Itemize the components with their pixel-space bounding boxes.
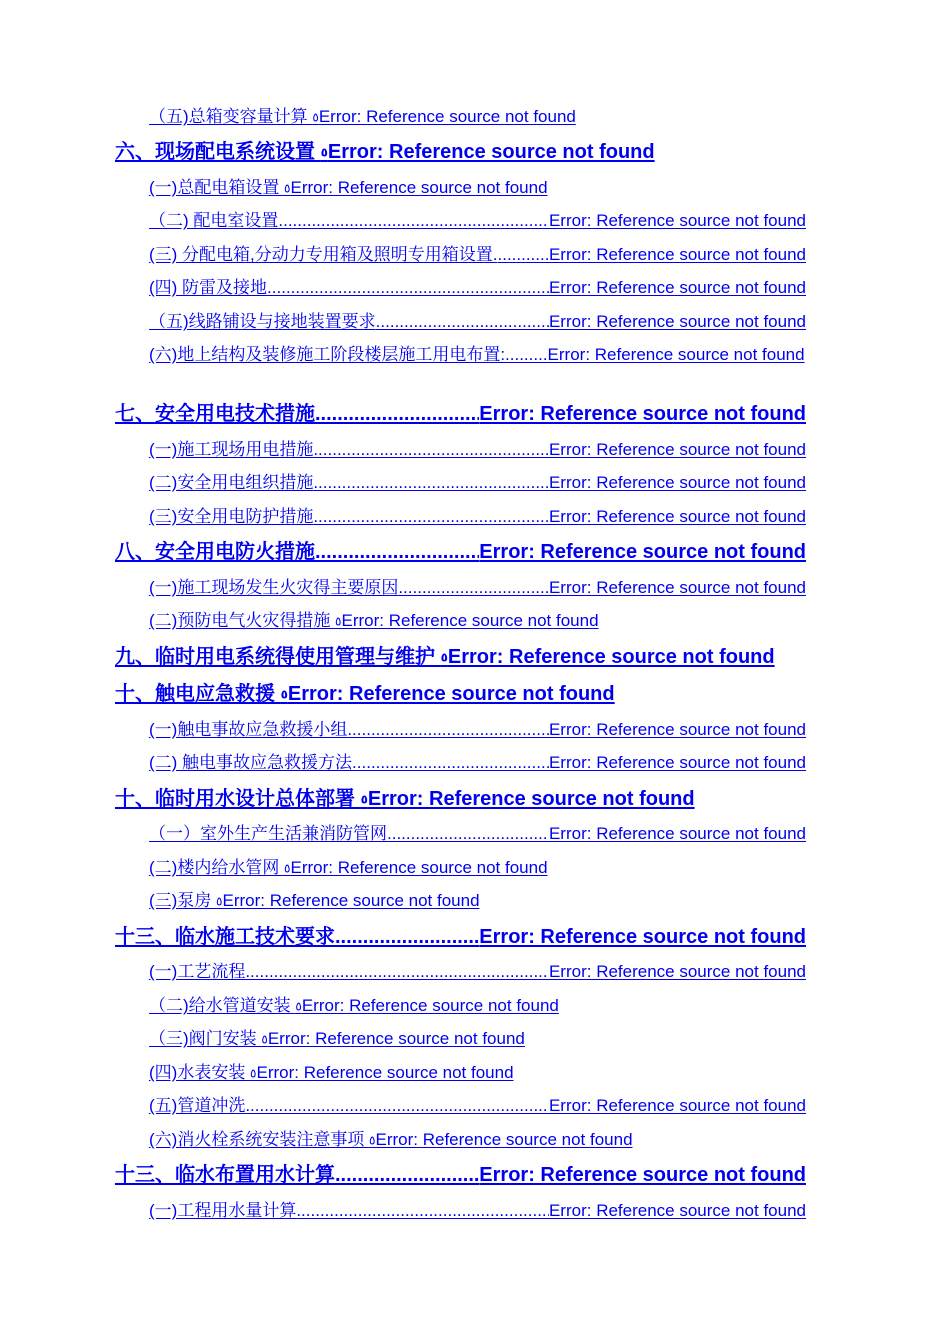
mark-glyph: ٥ [335,614,342,629]
toc-entry-12-4[interactable] [149,1063,514,1084]
dot-leader [335,925,479,949]
dot-leader [387,824,549,844]
toc-entry-12-6[interactable] [149,1130,633,1151]
mark-glyph: ٥ [216,894,223,909]
mark-glyph: ٥ [440,650,448,665]
toc-entry-6-1[interactable] [149,178,548,199]
toc-page-ref: Error: Reference source not found [290,178,548,197]
toc-entry-title: 十、触电应急救援 [115,683,281,705]
toc-page-ref: Error: Reference source not found [548,578,806,597]
mark-glyph: ٥ [360,792,368,807]
dot-leader [352,753,549,773]
mark-glyph: ٥ [261,1032,268,1047]
toc-page-ref: Error: Reference source not found [267,1029,525,1048]
toc-page-ref: Error: Reference source not found [548,753,806,772]
toc-entry-11-1[interactable] [149,824,806,844]
mark-glyph: ٥ [369,1133,376,1148]
toc-page-ref: Error: Reference source not found [548,473,806,492]
toc-heading-9[interactable] [115,645,775,670]
toc-page-ref: Error: Reference source not found [375,1130,633,1149]
toc-heading-12[interactable] [115,925,806,949]
dot-leader [313,440,549,460]
toc-page-ref: Error: Reference source not found [548,962,806,981]
dot-leader [315,402,479,426]
dot-leader [347,720,549,740]
toc-entry-title: (一)工艺流程 [149,962,246,981]
toc-entry-6-4[interactable] [149,278,806,298]
toc-entry-title: (一)施工现场发生火灾得主要原因 [149,578,399,597]
dot-leader [267,278,549,298]
toc-page-ref: Error: Reference source not found [548,278,806,297]
toc-entry-12-1[interactable] [149,962,806,982]
mark-glyph: ٥ [320,145,328,160]
dot-leader [245,962,549,982]
toc-page-ref: Error: Reference source not found [548,440,806,459]
toc-entry-title: 八、安全用电防火措施 [115,541,315,563]
toc-heading-8[interactable] [115,540,806,564]
toc-entry-title: 十三、临水布置用水计算 [115,1164,335,1186]
toc-entry-title: 七、安全用电技术措施 [115,403,315,425]
toc-entry-8-2[interactable] [149,611,599,632]
toc-page-ref: Error: Reference source not found [479,1164,806,1186]
toc-heading-11[interactable] [115,787,695,812]
mark-glyph: ٥ [280,687,288,702]
toc-page-ref: Error: Reference source not found [548,507,806,526]
toc-entry-12-3[interactable] [149,1029,525,1050]
toc-page-ref: Error: Reference source not found [479,541,806,563]
toc-page-ref: Error: Reference source not found [548,312,806,331]
toc-entry-title: (三)泵房 [149,891,217,910]
toc-page-ref: Error: Reference source not found [479,926,806,948]
toc-entry-title: (三) 分配电箱,分动力专用箱及照明专用箱设置. [149,245,498,264]
toc-entry-11-2[interactable] [149,858,548,879]
toc-entry-title: (四)水表安装 [149,1063,251,1082]
toc-entry-12-5[interactable] [149,1096,806,1116]
toc-entry-6-3[interactable] [149,245,806,265]
toc-entry-title: （三)阀门安装 [149,1029,262,1048]
toc-entry-11-3[interactable] [149,891,480,912]
toc-entry-title: (二) 触电事故应急救援方法 [149,753,353,772]
toc-heading-10[interactable] [115,682,615,707]
toc-entry-title: （二)给水管道安装 [149,996,296,1015]
toc-entry-10-2[interactable] [149,753,806,773]
toc-entry-7-3[interactable] [149,507,806,527]
toc-entry-title: (二)预防电气火灾得措施 [149,611,336,630]
toc-entry-5-1[interactable] [149,107,576,128]
toc-entry-title: (一)总配电箱设置 [149,178,285,197]
toc-entry-title: 十、临时用水设计总体部署 [115,788,361,810]
toc-entry-title: 六、现场配电系统设置 [115,141,321,163]
dot-leader [315,540,479,564]
toc-entry-title: (二)安全用电组织措施 [149,473,314,492]
mark-glyph: ٥ [284,861,291,876]
toc-page-ref: Error: Reference source not found [290,858,548,877]
dot-leader [498,245,549,265]
toc-page-ref: Error: Reference source not found [479,403,806,425]
toc-page-ref: Error: Reference source not found [287,683,615,705]
toc-page-ref: Error: Reference source not found [548,1201,806,1220]
dot-leader [335,1163,479,1187]
toc-page-ref: Error: Reference source not found [447,646,775,668]
toc-entry-title: (六)消火栓系统安装注意事项 [149,1130,370,1149]
mark-glyph: ٥ [250,1066,257,1081]
toc-page-ref: Error: Reference source not found [222,891,480,910]
dot-leader [278,211,549,231]
toc-entry-8-1[interactable] [149,578,806,598]
toc-entry-title: (一)施工现场用电措施 [149,440,314,459]
toc-page-ref: Error: Reference source not found [367,788,695,810]
toc-page-ref: Error: Reference source not found [548,245,806,264]
toc-page-ref: Error: Reference source not found [548,211,806,230]
toc-entry-title: (一)触电事故应急救援小组 [149,720,348,739]
toc-entry-title: (二)楼内给水管网 [149,858,285,877]
toc-entry-title: 九、临时用电系统得使用管理与维护 [115,646,441,668]
toc-page-ref: Error: Reference source not found [341,611,599,630]
dot-leader [376,312,549,332]
mark-glyph: ٥ [284,181,291,196]
toc-entry-title: 十三、临水施工技术要求 [115,926,335,948]
toc-heading-7[interactable] [115,402,806,426]
toc-entry-title: （五)总箱变容量计算 [149,107,313,126]
toc-page-ref: Error: Reference source not found [548,824,806,843]
toc-entry-6-2[interactable] [149,211,806,231]
toc-page-ref: Error: Reference source not found [548,720,806,739]
mark-glyph: ٥ [312,110,319,125]
toc-entry-title: （一）室外生产生活兼消防管网 [149,824,387,843]
toc-page-ref: Error: Reference source not found [327,141,655,163]
dot-leader [398,578,549,598]
toc-entry-7-2[interactable] [149,473,806,493]
dot-leader [313,473,549,493]
toc-entry-7-1[interactable] [149,440,806,460]
toc-entry-12-2[interactable] [149,996,559,1017]
toc-entry-6-5[interactable] [149,312,806,332]
toc-entry-title: (四) 防雷及接地 [149,278,268,297]
toc-entry-title: (五)管道冲洗 [149,1096,246,1115]
toc-entry-10-1[interactable] [149,720,806,740]
toc-entry-title: (三)安全用电防护措施 [149,507,314,526]
mark-glyph: ٥ [295,999,302,1014]
toc-entry-title: (六)地上结构及装修施工阶段楼层施工用电布置:.........Error: Reference source not found [149,345,805,364]
toc-page-ref: Error: Reference source not found [548,1096,806,1115]
toc-entry-13-1[interactable] [149,1201,806,1221]
toc-entry-title: （二) 配电室设置 [149,211,279,230]
dot-leader [313,507,549,527]
dot-leader [245,1096,549,1116]
toc-heading-6[interactable] [115,140,655,165]
toc-entry-title: （五)线路铺设与接地装置要求 [149,312,376,331]
toc-heading-13[interactable] [115,1163,806,1187]
toc-page-ref: Error: Reference source not found [318,107,576,126]
toc-page-ref: Error: Reference source not found [301,996,559,1015]
dot-leader [296,1201,549,1221]
toc-page-ref: Error: Reference source not found [256,1063,514,1082]
toc-entry-title: (一)工程用水量计算 [149,1201,297,1220]
toc-entry-6-6[interactable] [149,343,806,367]
